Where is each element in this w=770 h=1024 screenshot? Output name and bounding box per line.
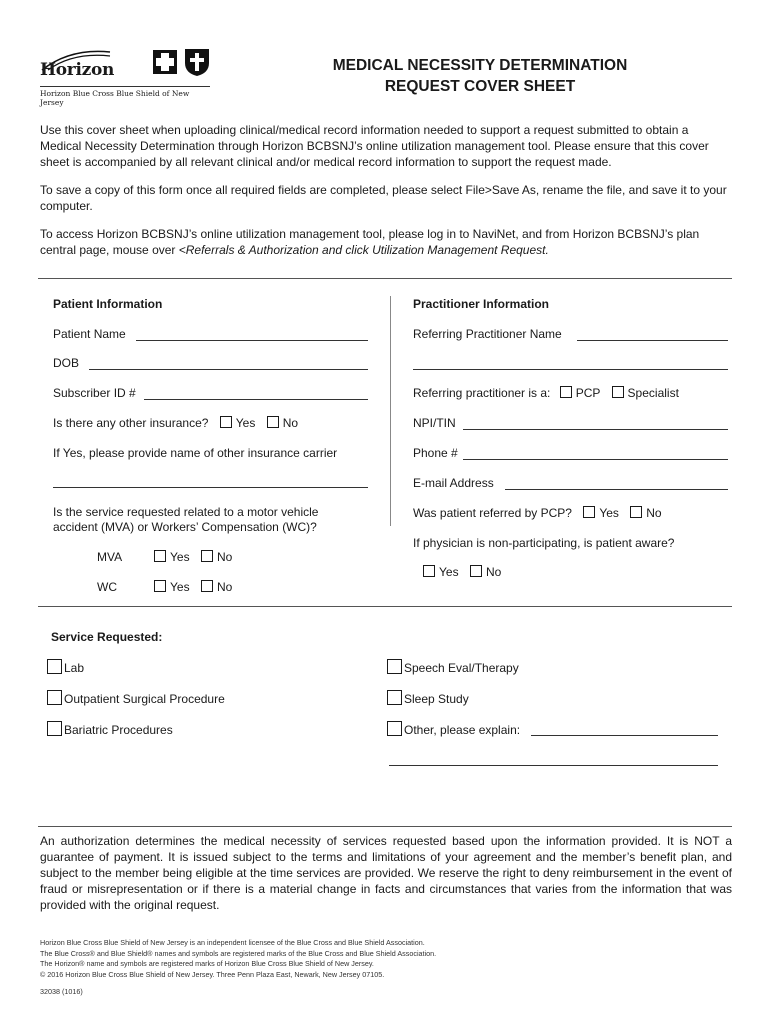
referring-practitioner-type-label: Referring practitioner is a: <box>413 386 551 400</box>
specialist-checkbox[interactable] <box>612 386 679 400</box>
other-service-checkbox[interactable] <box>387 721 520 737</box>
wc-yes-checkbox[interactable] <box>154 580 190 594</box>
lab-label: Lab <box>64 661 85 675</box>
checkbox-icon <box>423 565 435 577</box>
title-line-2: REQUEST COVER SHEET <box>384 78 576 95</box>
sleep-study-checkbox[interactable] <box>387 690 469 706</box>
checkbox-icon <box>470 565 482 577</box>
yes-label: Yes <box>170 550 190 564</box>
checkbox-icon <box>47 659 62 674</box>
service-requested-heading: Service Requested: <box>51 630 163 644</box>
other-insurance-yes-checkbox[interactable] <box>220 416 256 430</box>
checkbox-icon <box>220 416 232 428</box>
checkbox-icon <box>560 386 572 398</box>
bariatric-checkbox[interactable] <box>47 721 173 737</box>
insurance-carrier-field[interactable] <box>53 487 368 488</box>
mva-label: MVA <box>97 550 123 564</box>
blue-cross-blue-shield-icon <box>151 47 213 77</box>
referred-by-pcp-question <box>413 506 662 520</box>
no-label: No <box>217 550 233 564</box>
other-insurance-no-checkbox[interactable] <box>267 416 298 430</box>
npi-tin-label: NPI/TIN <box>413 416 456 430</box>
referring-practitioner-name-label: Referring Practitioner Name <box>413 327 562 341</box>
speech-therapy-label: Speech Eval/Therapy <box>404 661 519 675</box>
checkbox-icon <box>387 690 402 705</box>
intro-p3-text: To access Horizon BCBSNJ’s online utilization management tool, please log in to NaviNet, and from Horizon BCBSNJ’s plan central page, mouse over <box>40 227 700 257</box>
other-explain-field-2[interactable] <box>389 765 718 766</box>
dob-field[interactable] <box>89 369 368 370</box>
mva-question-line-1: Is the service requested related to a motor vehicle <box>53 505 319 519</box>
checkbox-icon <box>630 506 642 518</box>
intro-p3-italic: <Referrals & Authorization and click Utilization Management Request. <box>178 243 549 257</box>
patient-aware-label: If physician is non-participating, is patient aware? <box>413 536 675 550</box>
other-insurance-label: Is there any other insurance? <box>53 416 209 430</box>
phone-label: Phone # <box>413 446 458 460</box>
checkbox-icon <box>583 506 595 518</box>
page-title <box>300 55 660 97</box>
yes-label: Yes <box>235 416 256 430</box>
yes-label: Yes <box>599 506 619 520</box>
intro-paragraph-1: Use this cover sheet when uploading clinical/medical record information needed to support a request submitted to obtain a Medical Necessity Determination through Horizon BCBSNJ’s online utilization management tool. Please ensure that this cover sheet is accompanied by all relevant clinical and/or medical record information to support the request made. <box>40 123 709 169</box>
checkbox-icon <box>201 550 213 562</box>
phone-field[interactable] <box>463 459 728 460</box>
referring-practitioner-type <box>413 386 679 400</box>
logo-divider <box>40 86 210 87</box>
footer-legal <box>40 938 640 980</box>
bariatric-label: Bariatric Procedures <box>64 723 173 737</box>
checkbox-icon <box>612 386 624 398</box>
referring-practitioner-name-field-2[interactable] <box>413 369 728 370</box>
outpatient-surgical-label: Outpatient Surgical Procedure <box>64 692 225 706</box>
referred-no-checkbox[interactable] <box>630 506 661 520</box>
pcp-checkbox[interactable] <box>560 386 600 400</box>
patient-aware-no-checkbox[interactable] <box>470 565 501 579</box>
intro-paragraph-3 <box>40 226 732 258</box>
footer-line-2: The Blue Cross® and Blue Shield® names and symbols are registered marks of the Blue Cross and Blue Shield Association. <box>40 948 437 958</box>
yes-label: Yes <box>439 565 459 579</box>
email-label: E-mail Address <box>413 476 494 490</box>
checkbox-icon <box>47 721 62 736</box>
specialist-label: Specialist <box>627 386 679 400</box>
checkbox-icon <box>267 416 279 428</box>
patient-name-label: Patient Name <box>53 327 126 341</box>
checkbox-icon <box>154 550 166 562</box>
pcp-label: PCP <box>575 386 601 400</box>
section-divider <box>38 278 732 279</box>
patient-name-field[interactable] <box>136 340 368 341</box>
checkbox-icon <box>47 690 62 705</box>
intro-paragraph-2: To save a copy of this form once all required fields are completed, please select File>Save As, rename the file, and save it to your computer. <box>40 183 727 213</box>
checkbox-icon <box>387 659 402 674</box>
footer-line-3: The Horizon® name and symbols are registered marks of Horizon Blue Cross Blue Shield of New Jersey. <box>40 959 374 968</box>
npi-tin-field[interactable] <box>463 429 728 430</box>
footer-line-1: Horizon Blue Cross Blue Shield of New Jersey is an independent licensee of the Blue Cross and Blue Shield Association. <box>40 938 425 947</box>
referred-yes-checkbox[interactable] <box>583 506 619 520</box>
mva-yes-checkbox[interactable] <box>154 550 190 564</box>
insurance-carrier-label: If Yes, please provide name of other insurance carrier <box>53 446 338 460</box>
horizon-logo-tagline: Horizon Blue Cross Blue Shield of New Jersey <box>40 89 190 107</box>
no-label: No <box>217 580 233 594</box>
footer-line-4: © 2016 Horizon Blue Cross Blue Shield of New Jersey. Three Penn Plaza East, Newark, New Jersey 07105. <box>40 969 385 979</box>
form-number: 32038 (1016) <box>40 987 83 996</box>
subscriber-id-field[interactable] <box>144 399 368 400</box>
other-explain-field[interactable] <box>531 735 718 736</box>
referred-by-pcp-label: Was patient referred by PCP? <box>413 506 572 520</box>
authorization-disclaimer: An authorization determines the medical necessity of services requested based upon the information provided. It is NOT a guarantee of payment. It is issued subject to the terms and limitations of your agreement and the member’s benefit plan, and subject to the member being eligible at the time services are provided. We reserve the right to deny reimbursement in the event of fraud or misrepresentation or if there is a material change in facts and circumstances that varies from the information that was provided with the original request. <box>40 834 732 912</box>
practitioner-info-heading: Practitioner Information <box>413 297 550 311</box>
yes-label: Yes <box>170 580 190 594</box>
wc-no-checkbox[interactable] <box>201 580 232 594</box>
section-divider <box>38 826 732 827</box>
no-label: No <box>282 416 299 430</box>
dob-label: DOB <box>53 356 80 370</box>
other-service-label: Other, please explain: <box>404 723 521 737</box>
other-insurance-question <box>53 416 298 430</box>
wc-label: WC <box>97 580 117 594</box>
patient-info-heading: Patient Information <box>53 297 163 311</box>
mva-no-checkbox[interactable] <box>201 550 232 564</box>
section-divider <box>38 606 732 607</box>
no-label: No <box>646 506 662 520</box>
subscriber-id-label: Subscriber ID # <box>53 386 136 400</box>
mva-question-line-2: accident (MVA) or Workers’ Compensation (WC)? <box>53 520 317 534</box>
column-divider <box>390 296 391 526</box>
patient-aware-yes-checkbox[interactable] <box>423 565 459 579</box>
referring-practitioner-name-field[interactable] <box>577 340 728 341</box>
speech-therapy-checkbox[interactable] <box>387 659 519 675</box>
checkbox-icon <box>201 580 213 592</box>
horizon-logo-text: Horizon <box>40 60 115 80</box>
no-label: No <box>486 565 502 579</box>
outpatient-surgical-checkbox[interactable] <box>47 690 225 706</box>
checkbox-icon <box>154 580 166 592</box>
sleep-study-label: Sleep Study <box>404 692 469 706</box>
lab-checkbox[interactable] <box>47 659 84 675</box>
email-field[interactable] <box>505 489 728 490</box>
title-line-1: MEDICAL NECESSITY DETERMINATION <box>332 57 628 74</box>
checkbox-icon <box>387 721 402 736</box>
